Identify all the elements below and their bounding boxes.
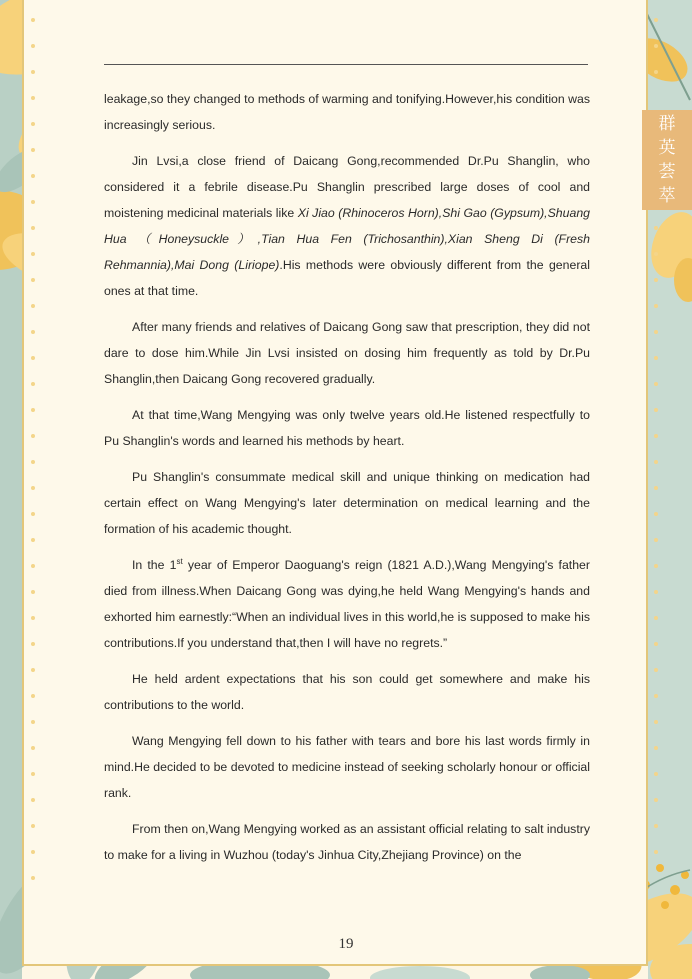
paragraph-9: From then on,Wang Mengying worked as an assistant official relating to salt industry to make for a living in Wuzhou (today's Jinhua City,Zhejiang Province) on the bbox=[104, 822, 590, 862]
paragraph-4: At that time,Wang Mengying was only twelve years old.He listened respectfully to Pu Shanglin's words and learned his methods by heart. bbox=[104, 408, 590, 448]
left-dot-border-icon bbox=[30, 10, 36, 970]
side-tab-char: 群 bbox=[658, 114, 676, 134]
header-rule bbox=[104, 64, 588, 65]
paragraph-6-text: In the 1 bbox=[132, 558, 177, 572]
side-tab-char: 荟 bbox=[658, 162, 676, 182]
paragraph-2-italic: Xi Jiao (Rhinoceros Horn),Shi Gao (Gypsum),Shuang Hua （Honeysuckle）,Tian Hua Fen (Trichosanthin),Xian Sheng Di (Fresh Rehmannia),Mai Dong (Liriope) bbox=[104, 206, 590, 272]
paragraph-6 bbox=[104, 552, 590, 656]
section-side-tab bbox=[642, 110, 692, 210]
paragraph-6-end: year of Emperor Daoguang's reign (1821 A.D.),Wang Mengying's father died from illness.When Daicang Gong was dying,he held Wang Mengying's hands and exhorted him earnestly:“When an individual lives in this world,he is supposed to make his contributions.If you understand that,then I will have no regrets.” bbox=[104, 558, 590, 650]
side-tab-char: 萃 bbox=[658, 186, 676, 206]
paragraph-2-text: Jin Lvsi,a close friend of Daicang Gong,recommended Dr.Pu Shanglin, who considered it a febrile disease.Pu Shanglin prescribed large doses of cool and moistening medicinal materials like bbox=[104, 154, 590, 220]
side-tab-char: 英 bbox=[658, 138, 676, 158]
paragraph-7: He held ardent expectations that his son could get somewhere and make his contributions to the world. bbox=[104, 672, 590, 712]
paragraph-5: Pu Shanglin's consummate medical skill and unique thinking on medication had certain effect on Wang Mengying's later determination on medical learning and the formation of his academic thought. bbox=[104, 470, 590, 536]
paragraph-2 bbox=[104, 148, 590, 304]
paragraph-2-end: .His methods were obviously different from the general ones at that time. bbox=[104, 258, 590, 298]
paragraph-1: leakage,so they changed to methods of warming and tonifying.However,his condition was increasingly serious. bbox=[104, 92, 591, 132]
body-text bbox=[104, 86, 590, 878]
paragraph-6-superscript: st bbox=[176, 556, 183, 566]
page-number: 19 bbox=[338, 936, 354, 952]
paragraph-8: Wang Mengying fell down to his father with tears and bore his last words firmly in mind.He decided to be devoted to medicine instead of seeking scholarly honour or official rank. bbox=[104, 734, 590, 800]
paragraph-3: After many friends and relatives of Daicang Gong saw that prescription, they did not dare to dose him.While Jin Lvsi insisted on dosing him frequently as told by Dr.Pu Shanglin,then Daicang Gong recovered gradually. bbox=[104, 320, 590, 386]
